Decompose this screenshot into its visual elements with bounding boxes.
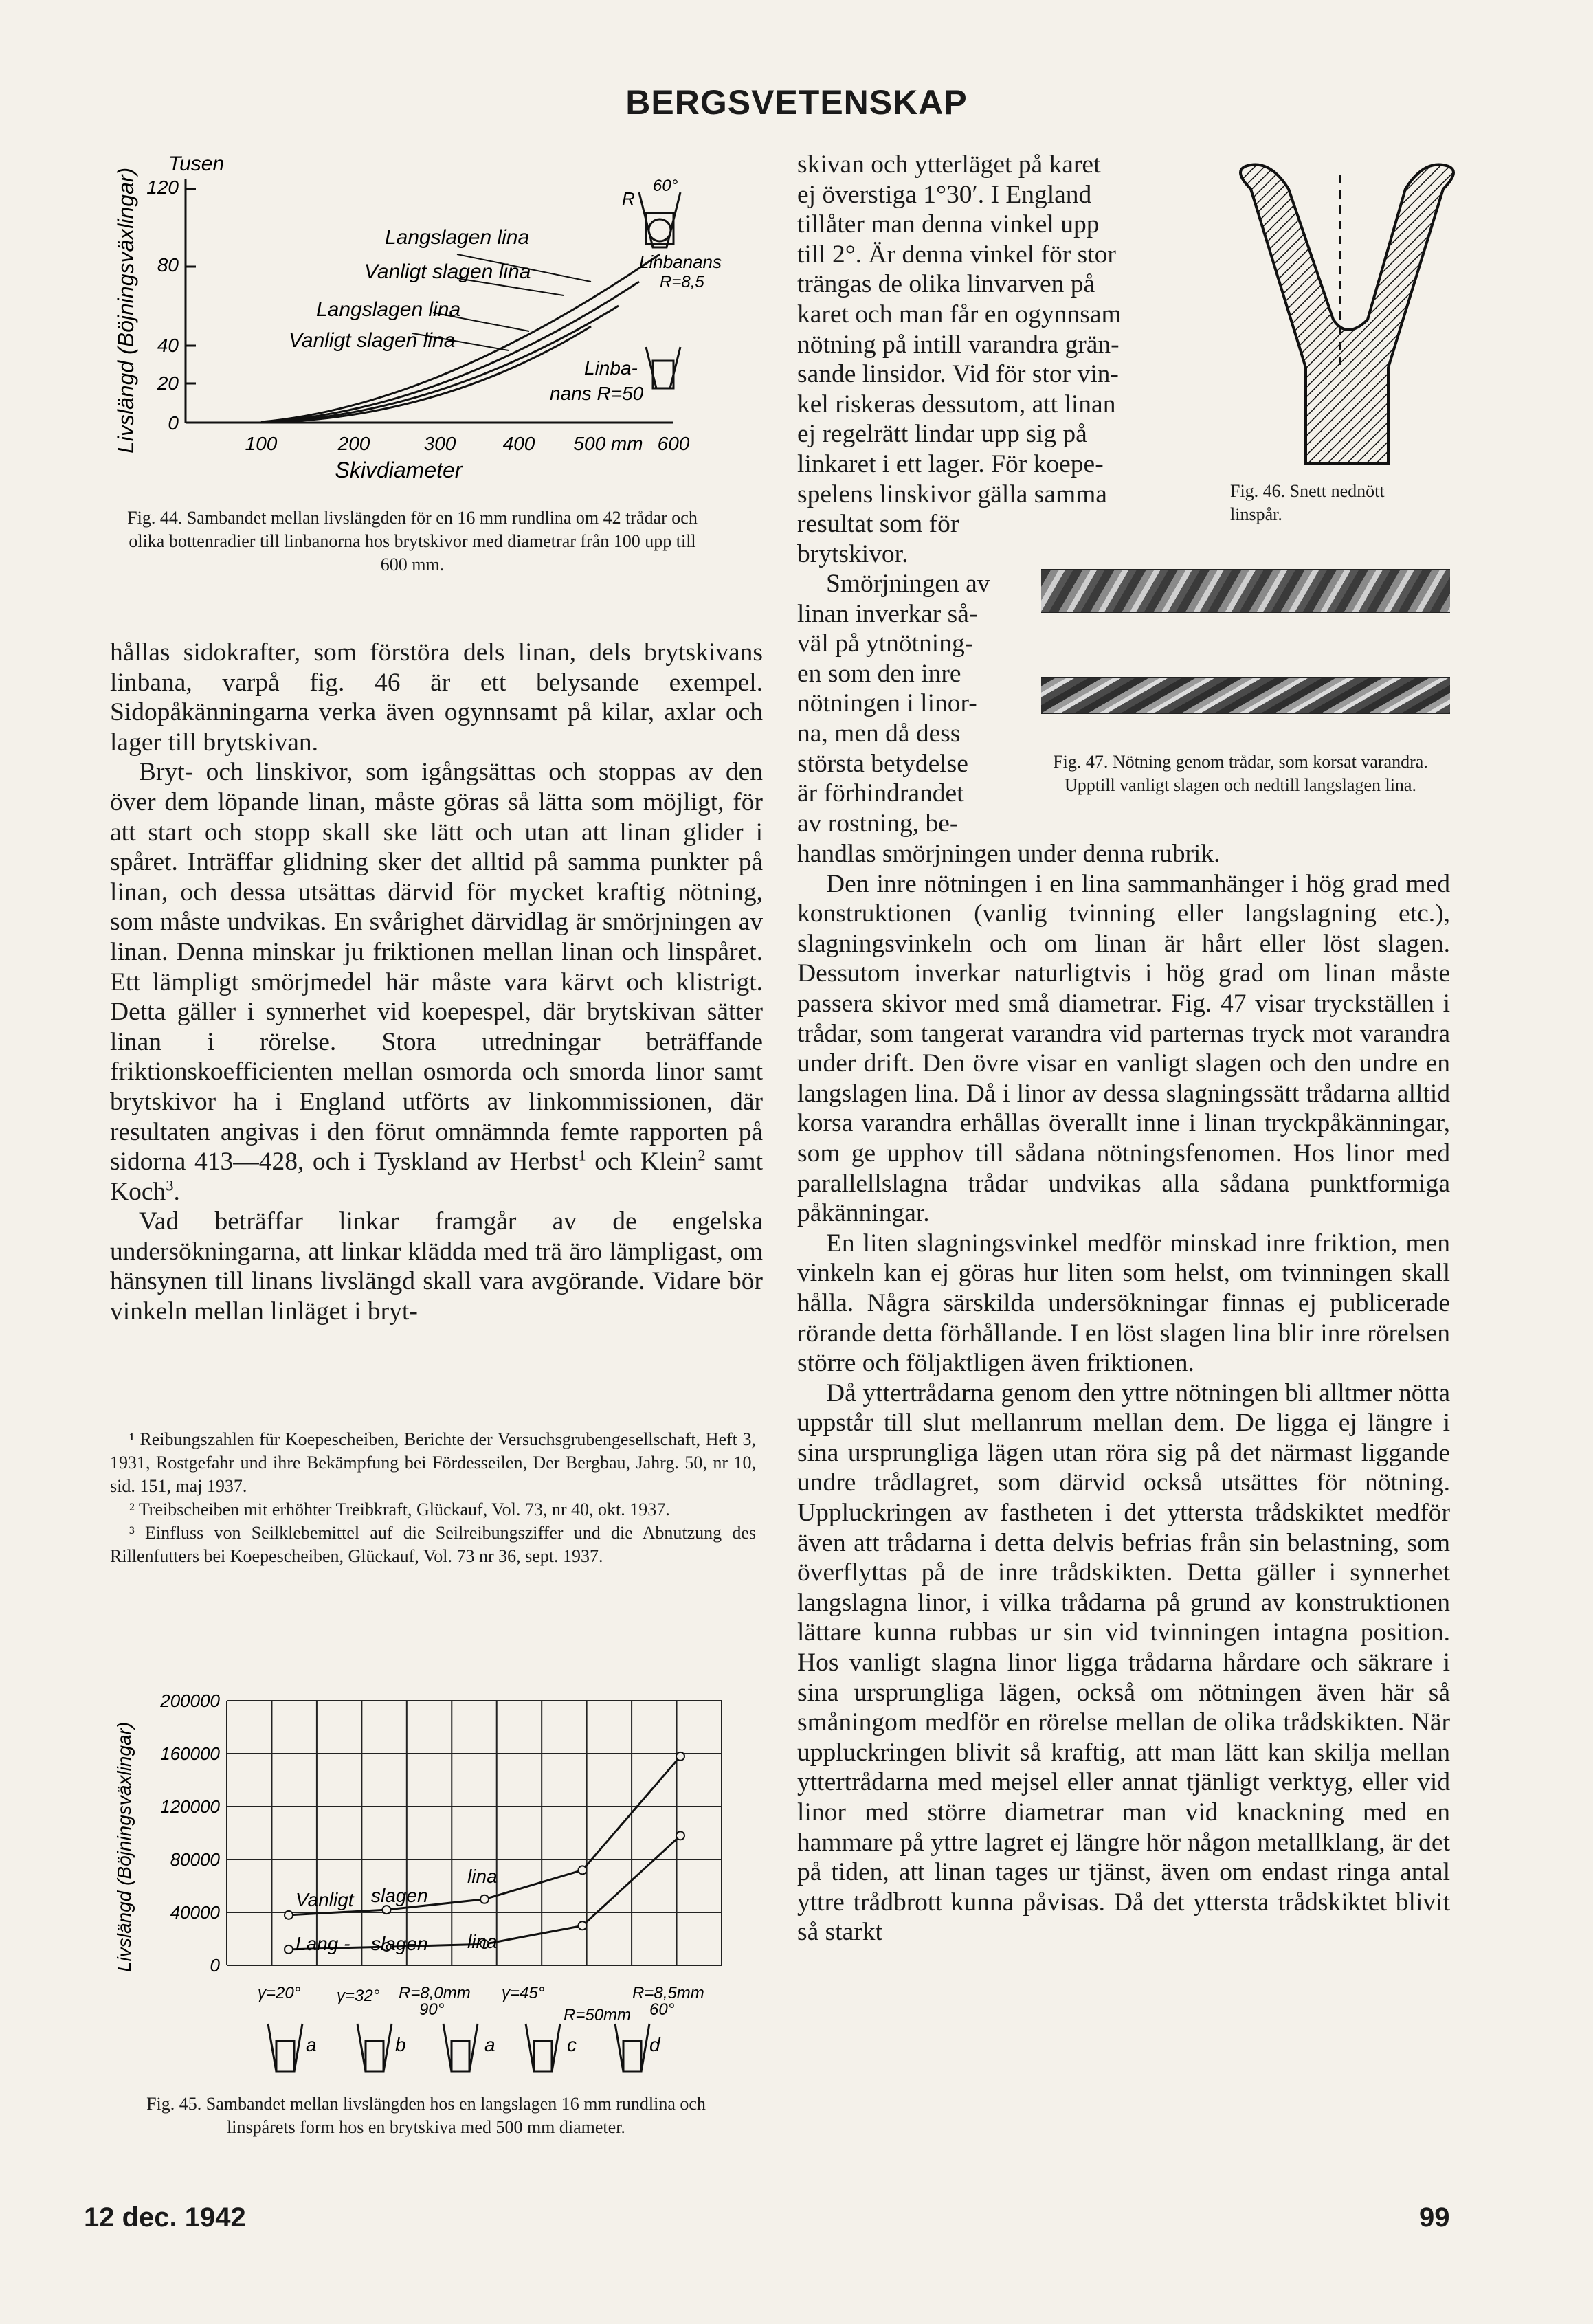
fig45-ytick: 120000: [160, 1796, 220, 1817]
fig44-chart: [110, 151, 763, 495]
fig45-data-point: [285, 1911, 293, 1919]
groove-profile: [1240, 164, 1453, 464]
fig45-groove-letter: b: [395, 2034, 406, 2055]
footnotes: [110, 1428, 756, 1568]
fig45-y-label: Livslängd (Böjningsväxlingar): [113, 1721, 135, 1972]
fig44-curve-label: Langslagen lina: [385, 226, 530, 249]
fig45-data-point: [579, 1921, 587, 1930]
text-line: kel riskeras dessutom, att linan: [797, 390, 1116, 418]
fig46-caption: Fig. 46. Snett nednött linspår.: [1230, 481, 1385, 524]
fig44-ytick: 0: [168, 412, 179, 434]
fig45-data-point: [383, 1906, 391, 1914]
fig45-series-label: Vanligt: [296, 1889, 354, 1910]
fig44-annot: 60°: [653, 177, 678, 195]
text-line: linan inverkar så-: [797, 599, 978, 628]
text-line: nötning på intill varandra grän-: [797, 330, 1119, 359]
text-line: resultat som för: [797, 510, 959, 539]
fig44-xtick: 300: [423, 433, 456, 454]
fig44-xtick: 600: [657, 433, 690, 454]
right-column-wrap1: [797, 150, 1210, 569]
fig47-photo-bottom: [1041, 677, 1450, 714]
paragraph: handlas smörjningen under denna rubrik.: [797, 840, 1221, 868]
fig45-groove-letter: a: [306, 2034, 317, 2055]
fig44-xtick: 500 mm: [573, 433, 643, 454]
footnote: ³ Einfluss von Seilklebemittel auf die Seilreibungsziffer und die Abnutzung des Rillenfutters bei Koepescheiben, Glückauf, Vol. 73 nr 36, sept. 1937.: [110, 1523, 756, 1566]
paragraph: En liten slagningsvinkel medför minskad inre friktion, men vinkeln kan ej göras hur liten som helst, om tvinningen skall hålla. Några särskilda undersökningar finnas ej publicerade rörande detta förhållande. I en löst slagen lina blir inre rörelsen större och följaktligen även friktionen.: [797, 1229, 1450, 1378]
text-line: nötningen i linor-: [797, 689, 977, 718]
text-line: skivan och ytterläget på karet: [797, 150, 1101, 179]
footnote: ¹ Reibungszahlen für Koepescheiben, Berichte der Versuchsgrubengesellschaft, Heft 3, 1931, Rostgefahr und ihre Bekämpfung bei Fördesseilen, Der Bergbau, Jahrg. 50, nr 10, sid. 151, maj 1937.: [110, 1429, 756, 1496]
fig45-data-point: [579, 1866, 587, 1874]
paragraph: Då yttertrådarna genom den yttre nötningen bli alltmer nötta uppstår till slut mellanrum mellan dem. De ligga ej längre i sina ursprungliga lägen utan röra sig på det närmast liggande undre trådlagret, som därvid också utsättes för nötning. Uppluckringen av fastheten i det yttersta trådskiktet medför även att trådarna i detta delvis befrias från sin belastning, som överflyttas på de inre trådskikten. Detta gäller i synnerhet langslagna linor, i vilka trådarna på grund av konstruktionen lättare kunna rubbas ur sin vid tvinningen intagna position. Hos vanligt slagna linor ligga trådarna hårdare och säkrare i sina ursprungliga lägen, också om nötningen även här så småningom medför en rörelse mellan de olika trådskikten. När uppluckringen blivit så kraftig, att man lätt kan skilja mellan yttertrådarna med mejsel eller annat tjänligt verktyg, eller vid linor med större diametrar man vid knackning med en hammare på yttre lagret ej längre hör någon metallklang, är det på tiden, att linan tages ur tjänst, även om endast ringa antal yttre trådbrott kunna påvisas. Då det yttersta trådskiktet blivit så starkt: [797, 1378, 1450, 1947]
text-line: Smörjningen av: [826, 570, 990, 598]
fig45-groove-sub: 90°: [419, 2000, 445, 2019]
groove-profile-icons: [268, 2024, 649, 2072]
text-line: ej överstiga 1°30′. I England: [797, 180, 1092, 209]
fig44-annot: nans R=50: [550, 383, 644, 404]
fig44-caption: Fig. 44. Sambandet mellan livslängden för en 16 mm rundlina om 42 trådar och olika bottenradier till linbanorna hos brytskivor med diametrar från 100 upp till 600 mm.: [127, 508, 698, 574]
fig46-drawing: [1230, 161, 1464, 471]
fig45-ytick: 160000: [160, 1743, 220, 1764]
text-line: karet och man får en ogynnsam: [797, 300, 1122, 328]
paragraph: Vad beträffar linkar framgår av de engelska undersökningarna, att linkar klädda med trä äro lämpligast, om hänsynen till linans livslängd skall vara avgörande. Vidare bör vinkeln mellan linläget i bryt-: [110, 1207, 763, 1326]
text-line: spelens linskivor gälla samma: [797, 480, 1107, 509]
fig44-xtick: 100: [245, 433, 278, 454]
text-line: brytskivor.: [797, 539, 909, 568]
fig45-groove-label: γ=45°: [502, 1984, 545, 2002]
fig44-y-label: Livslängd (Böjningsväxlingar): [113, 167, 138, 454]
fig45-series-label: slagen: [371, 1885, 428, 1906]
fig45-chart: [110, 1677, 728, 2082]
text-line: största betydelse: [797, 749, 968, 778]
right-column-main: [797, 839, 1450, 1947]
text-line: linkaret i ett lager. För koepe-: [797, 449, 1104, 478]
text-line: en som den inre: [797, 659, 961, 688]
text-line: till 2°. Är denna vinkel för stor: [797, 240, 1116, 269]
footnote: ² Treibscheiben mit erhöhter Treibkraft, Glückauf, Vol. 73, nr 40, okt. 1937.: [129, 1499, 670, 1519]
fig45-data-point: [676, 1752, 684, 1761]
text-line: är förhindrandet: [797, 779, 964, 808]
fig44-curve: [261, 306, 619, 423]
fig44-curve-label: Vanligt slagen lina: [364, 260, 531, 283]
text-line: ej regelrätt lindar upp sig på: [797, 420, 1087, 449]
fig44-ytick: 120: [146, 177, 179, 198]
text-line: av rostning, be-: [797, 809, 959, 838]
fig45-groove-letter: d: [649, 2034, 660, 2055]
fig44-xtick: 200: [337, 433, 370, 454]
left-column: [110, 638, 763, 1327]
text-line: na, men då dess: [797, 719, 961, 748]
page-header: BERGSVETENSKAP: [625, 83, 968, 122]
fig47-caption: Fig. 47. Nötning genom trådar, som korsat varandra. Upptill vanligt slagen och nedtill langslagen lina.: [1053, 752, 1428, 795]
fig45-data-point: [480, 1895, 489, 1903]
fig45-ytick: 80000: [170, 1849, 220, 1870]
fig45-groove-sub: R=50mm: [564, 2006, 632, 2024]
paragraph: Bryt- och linskivor, som igångsättas och stoppas av den över dem löpande linan, måste göras så lätta som möjligt, för att start och stopp skall ske lätt och utan att linan glider i spåret. Inträffar glidning sker det alltid på samma punkter på linan, och dessa utsättas därvid för mycket kraftig nötning, som måste undvikas. En svårighet därvidlag är smörjningen av linan. Denna minskar ju friktionen mellan linan och linspåret. Ett lämpligt smörjmedel här måste vara kärvt och klistrigt. Detta gäller i synnerhet vid koepespel, där brytskivan sätter linan i rörelse. Stora utredningar beträffande friktionskoefficienten mellan osmorda och smorda linor samt brytskivor ha i England utförts av linkommissionen, där resultaten angivas i den förut omnämnda femte rapporten på sidorna 413—428, och i Tyskland av Herbst$^1$ och Klein$^2$ samt Koch$^3$.: [110, 758, 763, 1206]
fig45-data-point: [285, 1945, 293, 1954]
fig45-caption: Fig. 45. Sambandet mellan livslängden hos en langslagen 16 mm rundlina och linspårets form hos en brytskiva med 500 mm diameter.: [146, 2094, 706, 2137]
fig44-ytick: 20: [157, 372, 179, 394]
paragraph: Den inre nötningen i en lina sammanhänger i hög grad med konstruktionen (vanlig tvinning eller langslagning etc.), slagningsvinkeln och om linan är hårt eller löst slagen. Dessutom inverkar naturligtvis i hög grad om linan måste passera skivor med små diametrar. Fig. 47 visar tryckställen i trådar, som tangerat varandra vid parternas tryck mot varandra under drift. Den övre visar en vanligt slagen och den undre en langslagen lina. Då i linor av dessa slagningssätt trådarna alltid korsa varandra erhållas överallt inne i linan tryckpåkänningar, som ge upphov till sådana nötningsfenomen. Hos linor med parallellslagna trådar undvikas alla sådana punktformiga påkänningar.: [797, 869, 1450, 1228]
fig44-x-label: Skivdiameter: [335, 458, 463, 482]
fig45-ytick: 200000: [160, 1690, 220, 1711]
fig44-xtick: 400: [502, 433, 535, 454]
fig44-y-unit: Tusen: [168, 153, 225, 175]
fig44-ytick: 80: [157, 254, 179, 276]
paragraph: hållas sidokrafter, som förstöra dels linan, dels brytskivans linbana, varpå fig. 46 är ett belysande exempel. Sidopåkänningarna verka även ogynnsamt på kilar, axlar och lager till brytskivan.: [110, 638, 763, 757]
footer-page-number: 99: [1419, 2202, 1450, 2233]
text-line: trängas de olika linvarven på: [797, 270, 1095, 299]
fig45-series-label: lina: [467, 1866, 498, 1887]
fig44-annot: R=8,5: [660, 273, 704, 291]
fig45-groove-label: γ=20°: [258, 1984, 301, 2002]
sheave-icon: [646, 347, 680, 388]
fig45-series-label: lina: [467, 1931, 498, 1952]
fig45-ytick: 0: [210, 1955, 220, 1976]
fig44-curve-label: Langslagen lina: [316, 298, 461, 321]
fig45-groove-label: R=8,5mm: [632, 1984, 704, 2002]
fig47-photo-top: [1041, 569, 1450, 613]
fig45-groove-sub: 60°: [649, 2000, 675, 2019]
fig45-series-label: Lang -: [296, 1933, 350, 1954]
fig45-ytick: 40000: [170, 1902, 220, 1923]
fig44-ytick: 40: [157, 335, 179, 356]
sheave-icon: [639, 192, 680, 247]
fig45-groove-letter: a: [484, 2034, 495, 2055]
fig44-curve-label: Vanligt slagen lina: [289, 329, 456, 352]
fig45-series-label: slagen: [371, 1933, 428, 1954]
fig45-groove-label: R=8,0mm: [399, 1984, 471, 2002]
text-line: tillåter man denna vinkel upp: [797, 210, 1100, 239]
right-column-wrap2: [797, 569, 1031, 838]
fig45-groove-label: γ=32°: [337, 1987, 380, 2005]
text-line: sande linsidor. Vid för stor vin-: [797, 360, 1119, 389]
fig44-annot: Linba-: [584, 357, 638, 379]
fig44-annot: Linbanans: [639, 252, 722, 272]
fig44-annot: R: [622, 188, 635, 209]
footer-date: 12 dec. 1942: [84, 2202, 246, 2233]
fig45-groove-letter: c: [567, 2034, 577, 2055]
text-line: väl på ytnötning-: [797, 629, 974, 658]
fig45-data-point: [676, 1831, 684, 1840]
